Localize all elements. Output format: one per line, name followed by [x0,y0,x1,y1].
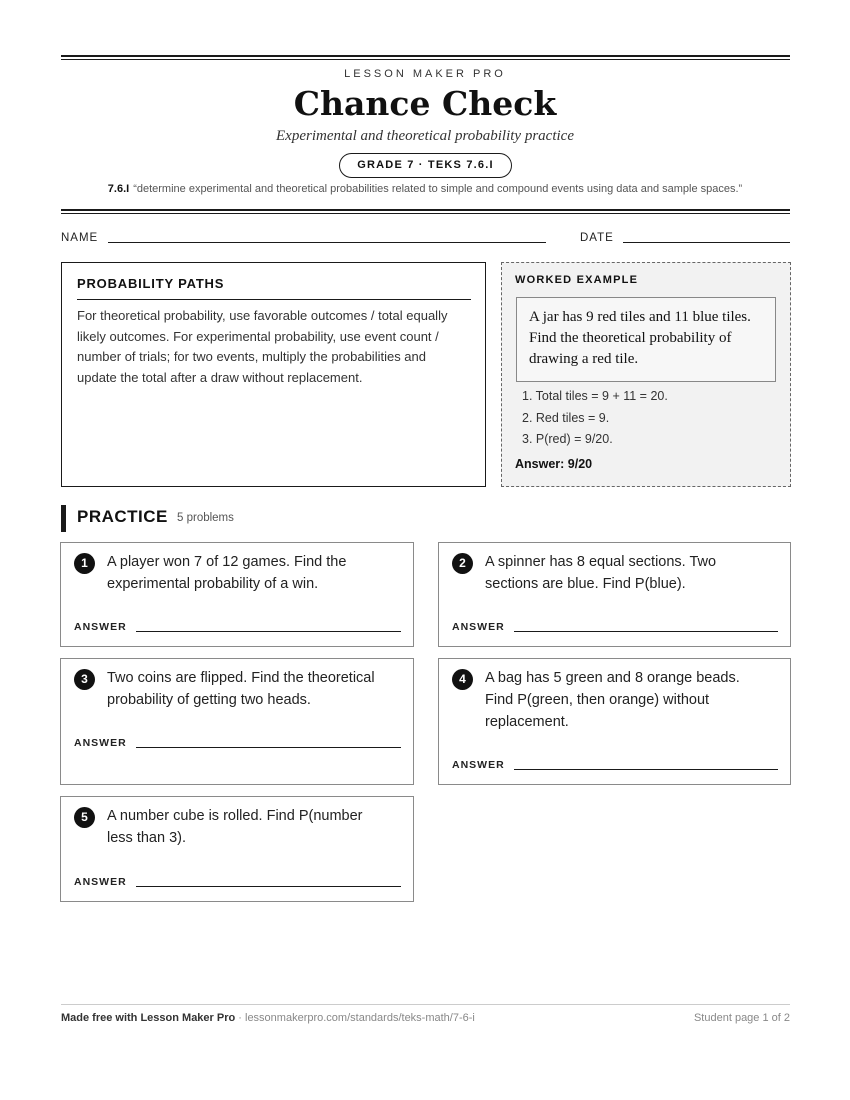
answer-field[interactable] [136,747,401,748]
problem-text [107,805,363,849]
page-subtitle: Experimental and theoretical probability practice [276,128,574,144]
standard-code: 7.6.I [107,183,130,195]
problem-line: A number cube is rolled. Find P(number [107,808,363,824]
problem-number: 2 [452,553,473,574]
problem-card-3 [60,658,414,785]
problem-line: sections are blue. Find P(blue). [485,576,686,592]
footer-credit [61,1012,475,1024]
grade-badge: GRADE 7 · TEKS 7.6.I [339,153,512,178]
paths-title: PROBABILITY PATHS [77,276,225,291]
footer-url[interactable]: · lessonmakerpro.com/standards/teks-math/7-6-i [235,1012,475,1024]
example-step: 1. Total tiles = 9 + 11 = 20. [522,389,668,403]
problem-line: A spinner has 8 equal sections. Two [485,554,717,570]
name-label: NAME [61,232,99,244]
problem-number: 3 [74,669,95,690]
answer-label: ANSWER [74,621,127,633]
problem-text [485,551,716,595]
practice-count: 5 problems [177,512,234,524]
standard-statement [0,183,850,195]
example-answer: Answer: 9/20 [515,457,593,471]
problem-number: 4 [452,669,473,690]
answer-field[interactable] [136,631,401,632]
example-step: 3. P(red) = 9/20. [522,432,613,446]
header-bottom-rule [61,209,790,214]
date-label: DATE [580,232,614,244]
problem-line: experimental probability of a win. [107,576,319,592]
paths-text: For theoretical probability, use favorable outcomes / total equally likely outcomes. For experimental probability, use event count / number of trials; for two events, multiply the probabilities and update the total after a draw without replacement. [77,308,448,385]
answer-field[interactable] [514,769,778,770]
example-problem: A jar has 9 red tiles and 11 blue tiles. Find the theoretical probability of drawing a red tile. [516,297,776,382]
paths-divider [77,299,471,300]
answer-field[interactable] [136,886,401,887]
problem-line: A bag has 5 green and 8 orange beads. [485,670,740,686]
footer-page-number: Student page 1 of 2 [693,1012,790,1024]
answer-label: ANSWER [74,876,127,888]
problem-text [107,667,375,711]
example-step: 2. Red tiles = 9. [522,410,610,425]
header-top-rule [61,55,790,60]
problem-card-2 [438,542,791,647]
problem-line: Find P(green, then orange) without [485,692,710,708]
brand-label: LESSON MAKER PRO [344,68,506,80]
standard-text: “determine experimental and theoretical probabilities related to simple and compound events using data and sample spaces.” [133,183,743,195]
problem-card-1 [60,542,414,647]
worked-example-box [501,262,791,487]
problem-line: Two coins are flipped. Find the theoretical [107,670,375,686]
problem-text [107,551,346,595]
page-title: Chance Check [293,84,557,123]
problem-number: 5 [74,807,95,828]
problem-line: replacement. [485,714,569,730]
problem-line: less than 3). [107,830,186,846]
answer-field[interactable] [514,631,778,632]
problem-card-4 [438,658,791,785]
practice-title: PRACTICE [77,507,168,526]
date-field[interactable] [623,242,790,243]
footer-made-with: Made free with Lesson Maker Pro [61,1012,236,1024]
probability-paths-box [61,262,486,487]
footer-divider [61,1004,790,1005]
name-field[interactable] [108,242,546,243]
problem-text [485,667,740,733]
example-title: WORKED EXAMPLE [515,274,639,286]
problem-card-5 [60,796,414,902]
example-steps [522,386,668,451]
answer-label: ANSWER [452,621,505,633]
answer-label: ANSWER [74,737,127,749]
problem-line: probability of getting two heads. [107,692,311,708]
problem-line: A player won 7 of 12 games. Find the [107,554,347,570]
answer-label: ANSWER [452,759,505,771]
problem-number: 1 [74,553,95,574]
practice-accent-bar [61,505,66,532]
